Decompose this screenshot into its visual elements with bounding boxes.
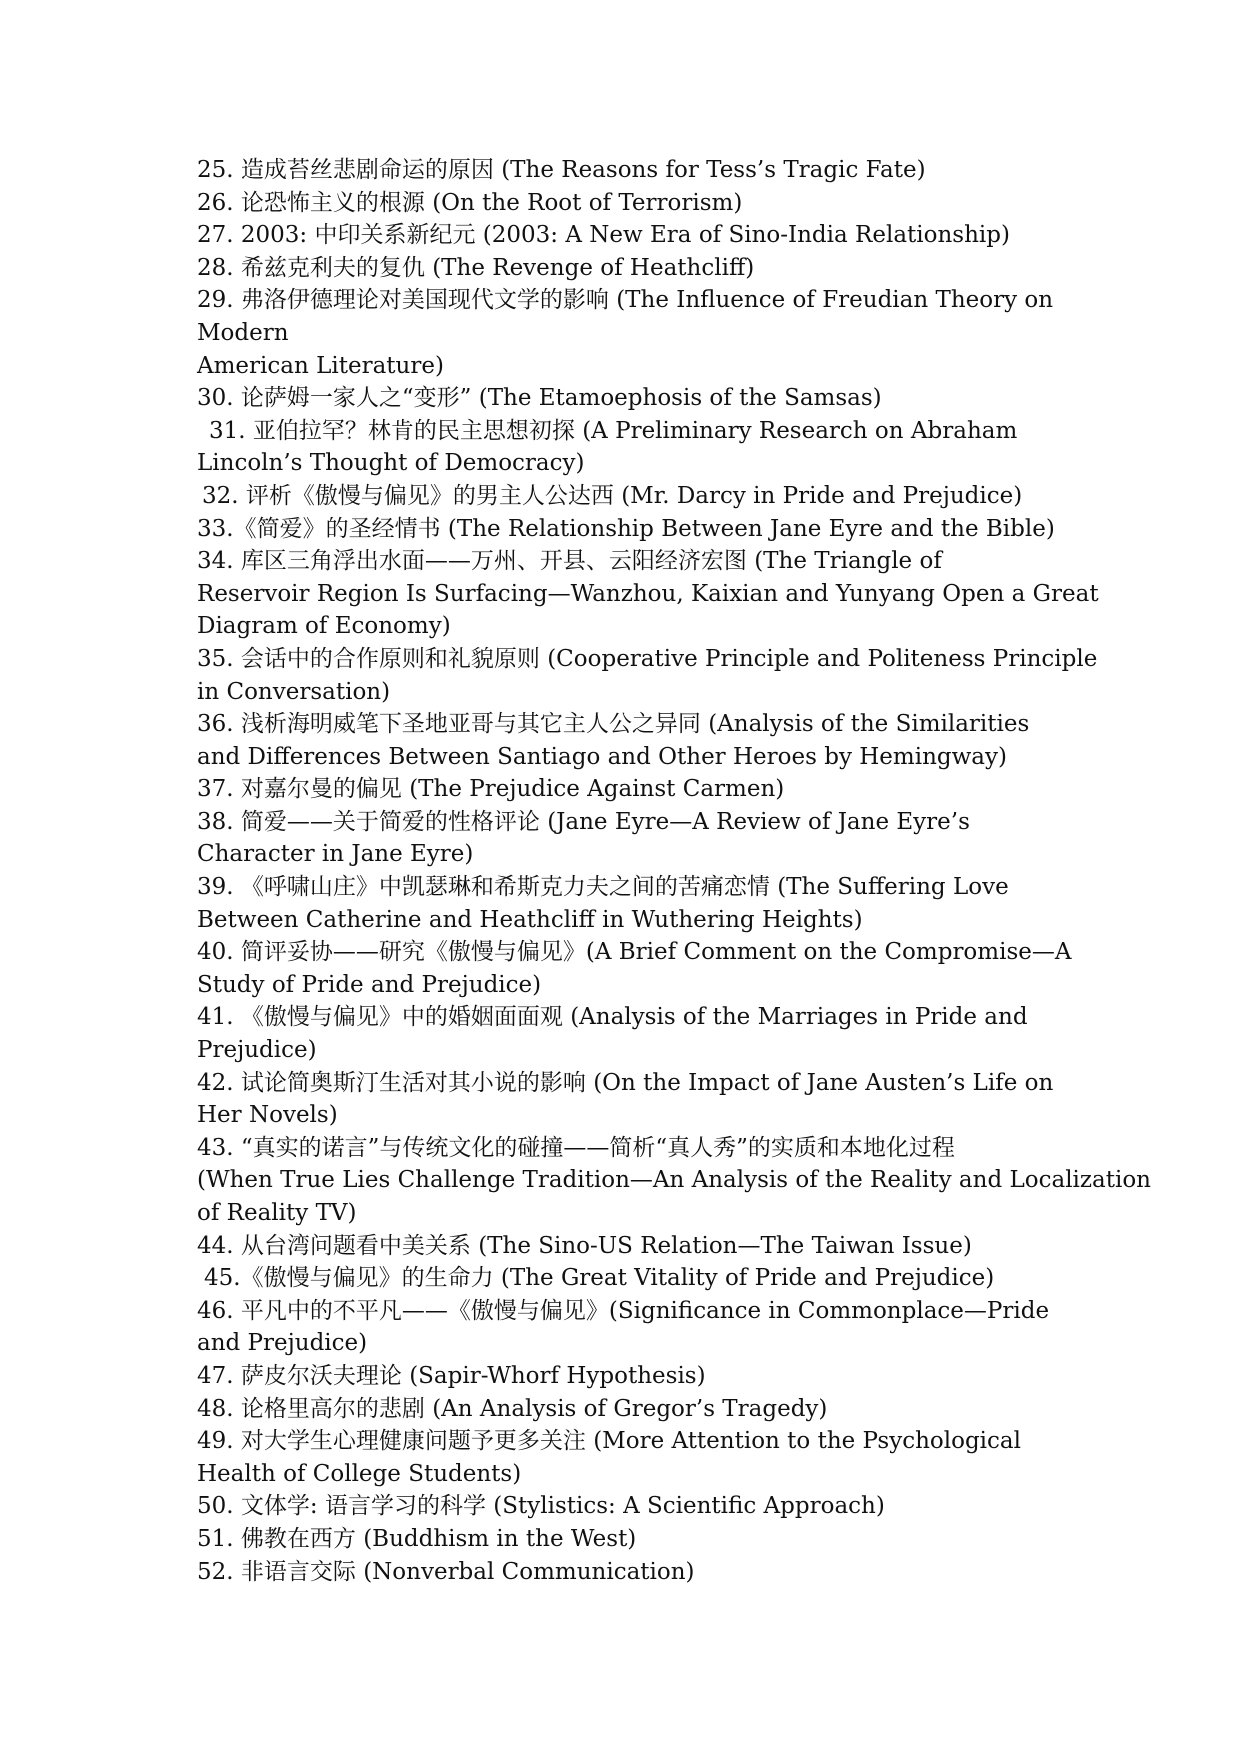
text-line: 43. “真实的诺言”与传统文化的碰撞——简析“真人秀”的实质和本地化过程 — [197, 1134, 955, 1161]
text-line: Diagram of Economy) — [197, 613, 451, 640]
text-line: Reservoir Region Is Surfacing—Wanzhou, Kaixian and Yunyang Open a Great — [197, 580, 1099, 607]
text-line: (When True Lies Challenge Tradition—An Analysis of the Reality and Localization — [197, 1167, 1151, 1194]
text-line: Modern — [197, 319, 289, 346]
text-line: and Differences Between Santiago and Other Heroes by Hemingway) — [197, 743, 1007, 770]
text-line: 35. 会话中的合作原则和礼貌原则 (Cooperative Principle and Politeness Principle — [197, 645, 1098, 672]
text-line: American Literature) — [197, 352, 444, 379]
text-line: 25. 造成苔丝悲剧命运的原因 (The Reasons for Tess’s Tragic Fate) — [197, 157, 926, 183]
text-line: 47. 萨皮尔沃夫理论 (Sapir-Whorf Hypothesis) — [197, 1362, 706, 1389]
text-line: 36. 浅析海明威笔下圣地亚哥与其它主人公之异同 (Analysis of the Similarities — [197, 711, 1030, 738]
text-line: 42. 试论简奥斯汀生活对其小说的影响 (On the Impact of Jane Austen’s Life on — [197, 1069, 1054, 1096]
text-line: 27. 2003: 中印关系新纪元 (2003: A New Era of Sino-India Relationship) — [197, 222, 1010, 249]
text-line: 45.《傲慢与偏见》的生命力 (The Great Vitality of Pride and Prejudice) — [204, 1265, 995, 1292]
text-line: 52. 非语言交际 (Nonverbal Communication) — [197, 1558, 695, 1585]
text-line: 40. 简评妥协——研究《傲慢与偏见》(A Brief Comment on the Compromise—A — [197, 939, 1072, 966]
text-line: and Prejudice) — [197, 1330, 368, 1357]
text-line: 33.《简爱》的圣经情书 (The Relationship Between Jane Eyre and the Bible) — [197, 515, 1055, 542]
text-line: Health of College Students) — [197, 1460, 522, 1487]
text-line: 48. 论格里高尔的悲剧 (An Analysis of Gregor’s Tragedy) — [197, 1395, 828, 1422]
text-line: 49. 对大学生心理健康问题予更多关注 (More Attention to the Psychological — [197, 1428, 1021, 1455]
text-line: 41. 《傲慢与偏见》中的婚姻面面观 (Analysis of the Marriages in Pride and — [197, 1004, 1028, 1031]
text-line: 34. 库区三角浮出水面——万州、开县、云阳经济宏图 (The Triangle of — [197, 548, 942, 575]
text-line: 26. 论恐怖主义的根源 (On the Root of Terrorism) — [197, 189, 743, 216]
text-line: Between Catherine and Heathcliff in Wuthering Heights) — [197, 906, 863, 933]
text-line: Lincoln’s Thought of Democracy) — [197, 450, 585, 477]
text-line: in Conversation) — [197, 678, 391, 705]
text-line: 46. 平凡中的不平凡——《傲慢与偏见》(Significance in Commonplace—Pride — [197, 1297, 1050, 1324]
text-line: 50. 文体学: 语言学习的科学 (Stylistics: A Scientific Approach) — [197, 1493, 885, 1520]
text-line: 28. 希兹克利夫的复仇 (The Revenge of Heathcliff) — [197, 254, 755, 281]
text-line: of Reality TV) — [197, 1200, 357, 1226]
text-line: 32. 评析《傲慢与偏见》的男主人公达西 (Mr. Darcy in Pride and Prejudice) — [202, 482, 1023, 509]
document-page — [197, 154, 1151, 1588]
text-line: 51. 佛教在西方 (Buddhism in the West) — [197, 1525, 637, 1552]
text-line: 44. 从台湾问题看中美关系 (The Sino-US Relation—The Taiwan Issue) — [197, 1232, 972, 1259]
text-line: 38. 简爱——关于简爱的性格评论 (Jane Eyre—A Review of Jane Eyre’s — [197, 808, 970, 835]
text-line: 30. 论萨姆一家人之“变形” (The Etamoephosis of the Samsas) — [197, 385, 882, 412]
text-line: Prejudice) — [197, 1037, 317, 1064]
text-line: 31. 亚伯拉罕？林肯的民主思想初探 (A Preliminary Research on Abraham — [209, 417, 1018, 444]
text-line: 29. 弗洛伊德理论对美国现代文学的影响 (The Influence of Freudian Theory on — [197, 287, 1054, 314]
text-line: Character in Jane Eyre) — [197, 841, 474, 868]
text-line: Her Novels) — [197, 1102, 338, 1129]
text-line: 39. 《呼啸山庄》中凯瑟琳和希斯克力夫之间的苦痛恋情 (The Suffering Love — [197, 874, 1009, 901]
text-line: Study of Pride and Prejudice) — [197, 971, 542, 998]
text-line: 37. 对嘉尔曼的偏见 (The Prejudice Against Carmen) — [197, 776, 785, 803]
